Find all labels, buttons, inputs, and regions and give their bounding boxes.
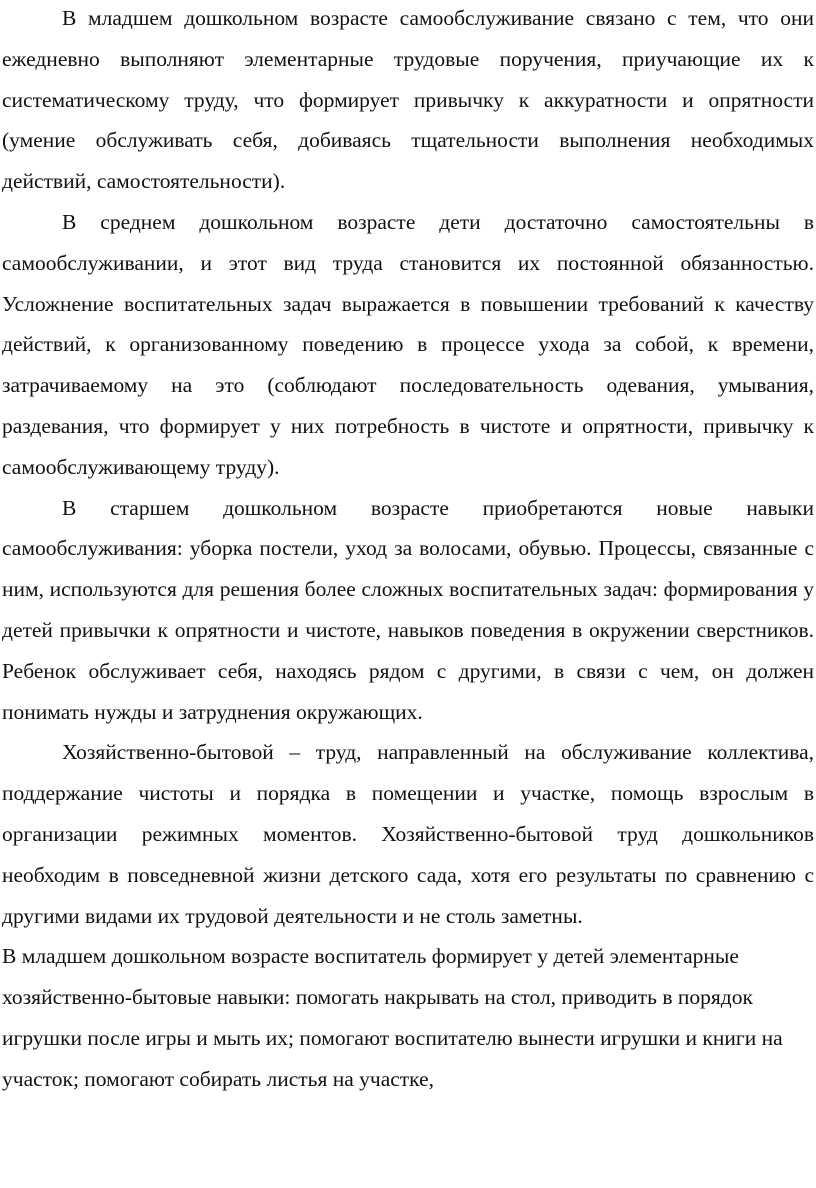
paragraph-household-labor: Хозяйственно-бытовой – труд, направленный на обслуживание коллектива, поддержание чистоты и порядка в помещении и участке, помощь взрослым в организации режимных моментов. Хозяйственно-бытовой труд дошкольников необходим в повседневной жизни детского сада, хотя его результаты по сравнению с другими видами их трудовой деятельности и не столь заметны. — [2, 740, 814, 928]
paragraph-junior-self-service: В младшем дошкольном возрасте самообслуживание связано с тем, что они ежедневно выполняют элементарные трудовые поручения, приучающие их к систематическому труду, что формирует привычку к аккуратности и опрятности (умение обслуживать себя, добиваясь тщательности выполнения необходимых действий, самостоятельности). — [2, 6, 814, 194]
paragraph-senior-self-service: В старшем дошкольном возрасте приобретаются новые навыки самообслуживания: уборка постели, уход за волосами, обувью. Процессы, связанные с ним, используются для решения более сложных воспитательных задач: формирования у детей привычки к опрятности и чистоте, навыков поведения в окружении сверстников. Ребенок обслуживает себя, находясь рядом с другими, в связи с чем, он должен понимать нужды и затруднения окружающих. — [2, 495, 814, 724]
paragraph-middle-self-service: В среднем дошкольном возрасте дети достаточно самостоятельны в самообслуживании, и этот вид труда становится их постоянной обязанностью. Усложнение воспитательных задач выражается в повышении требований к качеству действий, к организованному поведению в процессе ухода за собой, к времени, затрачиваемому на это (соблюдают последовательность одевания, умывания, раздевания, что формирует у них потребность в чистоте и опрятности, привычку к самообслуживающему труду). — [2, 209, 814, 479]
paragraph-junior-household-skills: В младшем дошкольном возрасте воспитатель формирует у детей элементарные хозяйственно-бытовые навыки: помогать накрывать на стол, приводить в порядок игрушки после игры и мыть их; помогают воспитателю вынести игрушки и книги на участок; помогают собирать листья на участке, — [2, 944, 783, 1091]
